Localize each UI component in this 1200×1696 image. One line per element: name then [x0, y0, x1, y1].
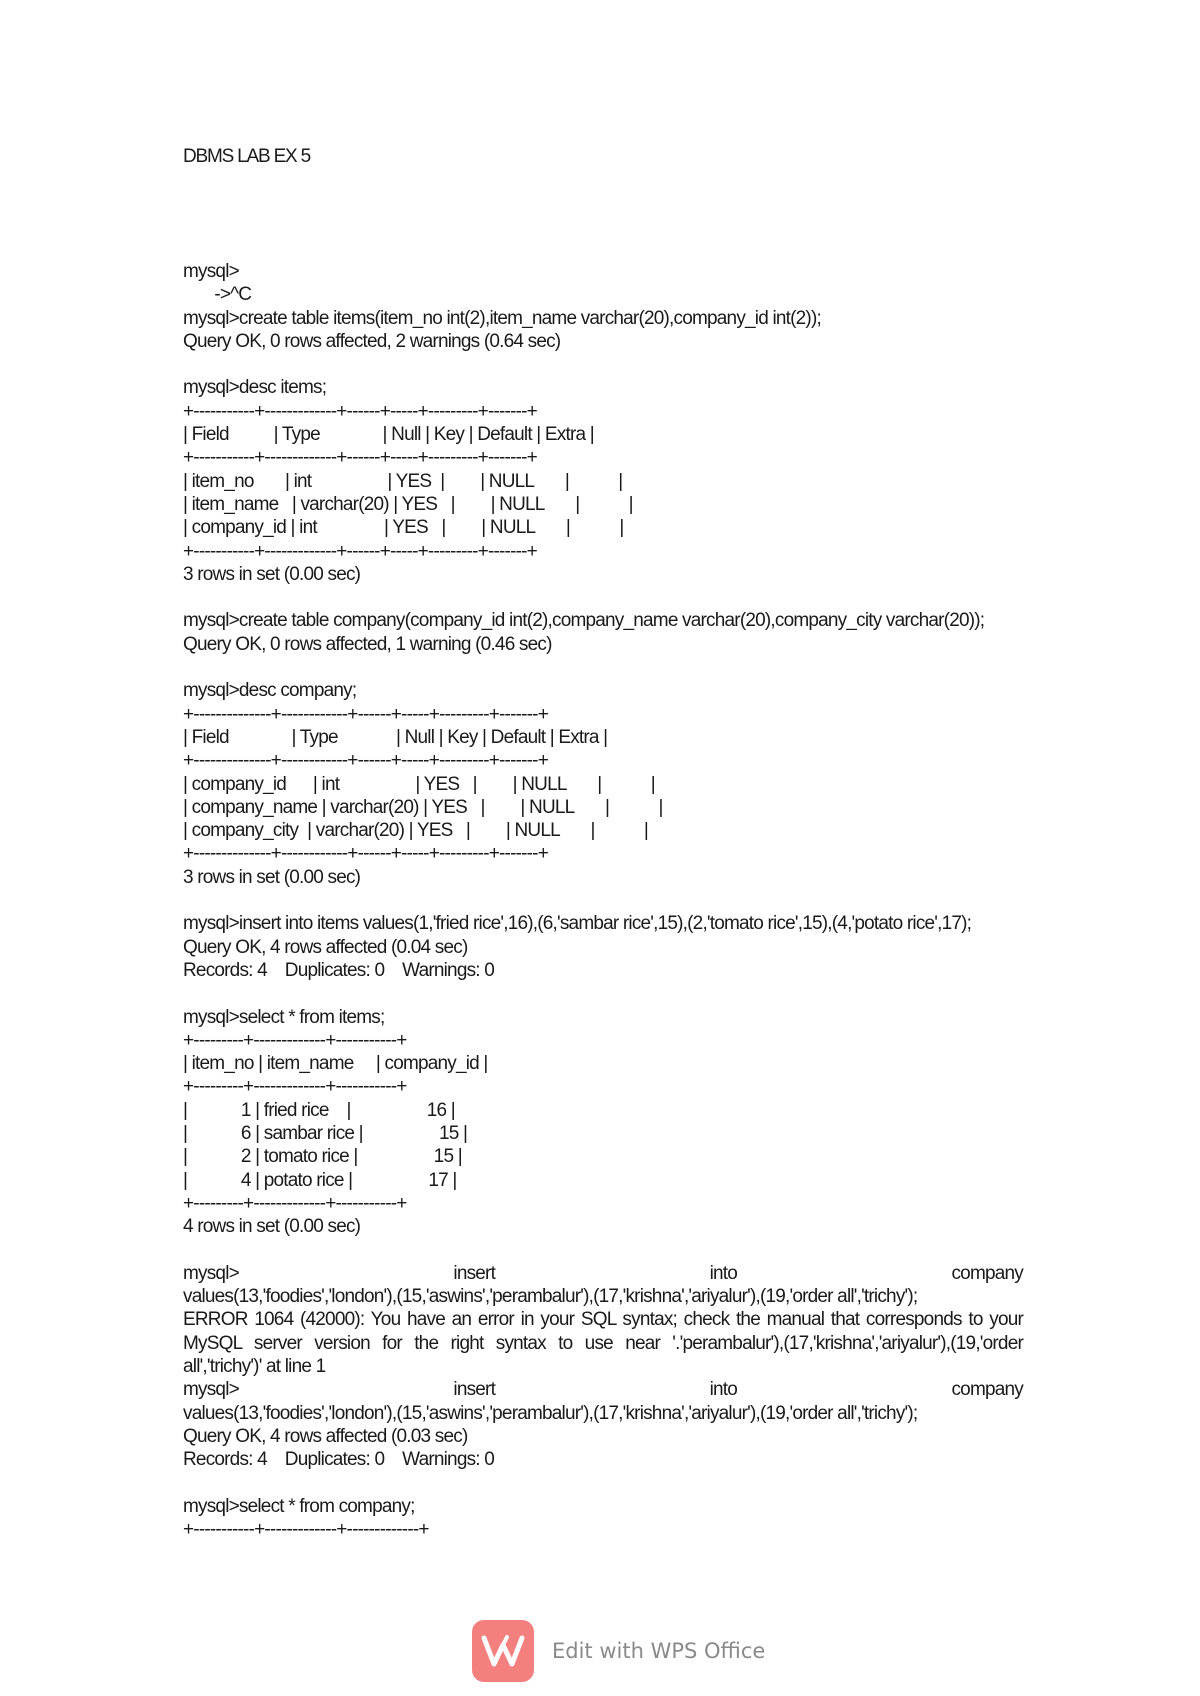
text-line: +-----------+-------------+------+-----+---------+-------+ [183, 447, 537, 469]
text-line: ->^C [183, 284, 252, 306]
text-line: 4 rows in set (0.00 sec) [183, 1216, 361, 1238]
text-line: Query OK, 4 rows affected (0.03 sec) [183, 1425, 468, 1447]
justified-word: insert [453, 1262, 496, 1284]
text-line: mysql>select * from company; [183, 1495, 415, 1517]
text-line: | Field | Type | Null | Key | Default | Extra | [183, 424, 594, 446]
text-line: mysql> [183, 261, 239, 282]
text-line: | 6 | sambar rice | 15 | [183, 1122, 468, 1144]
justified-word: company [951, 1379, 1023, 1401]
text-line: +-----------+-------------+-------------+ [183, 1519, 429, 1541]
text-line: +--------------+------------+------+-----+---------+-------+ [183, 703, 549, 725]
text-line: +--------------+------------+------+-----+---------+-------+ [183, 750, 549, 772]
text-line: | 1 | fried rice | 16 | [183, 1099, 455, 1121]
text-line: Query OK, 4 rows affected (0.04 sec) [183, 936, 468, 958]
error-paragraph: ERROR 1064 (42000): You have an error in your SQL syntax; check the manual that corresponds to your MySQL server version for the right syntax to use near '.'perambalur'),(17,'krishna','ariyalur'),(19,'order all','trichy')' at line 1 [183, 1309, 1023, 1377]
text-line: | company_id | int | YES | | NULL | | [183, 773, 655, 795]
text-line: Query OK, 0 rows affected, 2 warnings (0.64 sec) [183, 330, 561, 352]
text-line: +---------+-------------+-----------+ [183, 1029, 407, 1051]
text-line: mysql>insert into items values(1,'fried rice',16),(6,'sambar rice',15),(2,'tomato rice',15),(4,'potato rice',17); [183, 913, 972, 935]
blank-line [183, 586, 1023, 609]
blank-line [183, 889, 1023, 912]
blank-line [183, 982, 1023, 1005]
text-line: +-----------+-------------+------+-----+---------+-------+ [183, 400, 537, 422]
text-line: Records: 4 Duplicates: 0 Warnings: 0 [183, 1449, 495, 1471]
text-line: | company_city | varchar(20) | YES | | NULL | | [183, 820, 649, 842]
text-line: | Field | Type | Null | Key | Default | Extra | [183, 726, 608, 748]
wps-logo-icon [472, 1620, 534, 1682]
justified-word: mysql> [183, 1379, 239, 1401]
text-line: +--------------+------------+------+-----+---------+-------+ [183, 843, 549, 865]
wps-edit-banner[interactable] [472, 1620, 765, 1682]
blank-line [183, 656, 1023, 679]
text-line: +---------+-------------+-----------+ [183, 1076, 407, 1098]
text-line: 3 rows in set (0.00 sec) [183, 866, 361, 888]
justified-word: mysql> [183, 1262, 239, 1284]
justified-line [183, 1262, 1023, 1285]
blank-line [183, 1471, 1023, 1494]
justified-word: into [709, 1262, 737, 1284]
text-line: mysql>create table items(item_no int(2),item_name varchar(20),company_id int(2)); [183, 307, 821, 329]
text-line: mysql>desc company; [183, 680, 357, 702]
wps-edit-text[interactable]: Edit with WPS Office [552, 1639, 766, 1663]
text-line: | item_no | int | YES | | NULL | | [183, 470, 623, 492]
justified-word: insert [453, 1379, 496, 1401]
justified-word: company [951, 1262, 1023, 1284]
blank-line [183, 1238, 1023, 1261]
document-body [183, 260, 1023, 1541]
text-line: | item_name | varchar(20) | YES | | NULL | | [183, 493, 633, 515]
text-line: mysql>create table company(company_id int(2),company_name varchar(20),company_city varchar(20)); [183, 610, 985, 632]
text-line: mysql>desc items; [183, 377, 327, 399]
text-line: mysql>select * from items; [183, 1006, 385, 1028]
document-title: DBMS LAB EX 5 [183, 146, 310, 167]
text-line: | company_name | varchar(20) | YES | | NULL | | [183, 796, 663, 818]
text-line: | item_no | item_name | company_id | [183, 1053, 488, 1075]
text-line: values(13,'foodies','london'),(15,'aswins','perambalur'),(17,'krishna','ariyalur'),(19,'order all','trichy'); [183, 1286, 918, 1308]
text-line: +-----------+-------------+------+-----+---------+-------+ [183, 540, 537, 562]
text-line: Query OK, 0 rows affected, 1 warning (0.46 sec) [183, 633, 552, 655]
text-line: | 2 | tomato rice | 15 | [183, 1146, 462, 1168]
text-line: | 4 | potato rice | 17 | [183, 1169, 457, 1191]
justified-line [183, 1378, 1023, 1401]
justified-word: into [709, 1379, 737, 1401]
text-line: values(13,'foodies','london'),(15,'aswins','perambalur'),(17,'krishna','ariyalur'),(19,'order all','trichy'); [183, 1402, 918, 1424]
text-line: +---------+-------------+-----------+ [183, 1192, 407, 1214]
text-line: 3 rows in set (0.00 sec) [183, 563, 361, 585]
wps-w-glyph-icon [481, 1633, 525, 1669]
blank-line [183, 353, 1023, 376]
text-line: | company_id | int | YES | | NULL | | [183, 517, 624, 539]
text-line: Records: 4 Duplicates: 0 Warnings: 0 [183, 959, 495, 981]
